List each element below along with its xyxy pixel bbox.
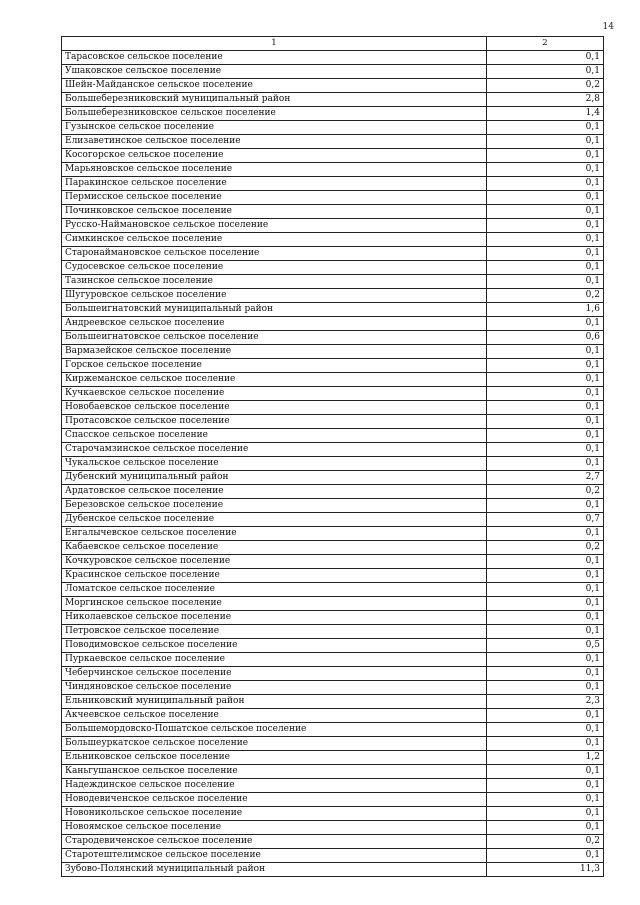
row-value-cell: 0,1 <box>487 779 604 793</box>
row-name-cell: Горское сельское поселение <box>62 359 487 373</box>
row-name-cell: Березовское сельское поселение <box>62 499 487 513</box>
row-value-cell: 0,1 <box>487 807 604 821</box>
row-value-cell: 0,1 <box>487 261 604 275</box>
table-row <box>62 849 604 863</box>
row-name-cell: Елизаветинское сельское поселение <box>62 135 487 149</box>
row-value-cell: 0,1 <box>487 765 604 779</box>
row-value-cell: 0,1 <box>487 149 604 163</box>
table-row <box>62 583 604 597</box>
row-value-cell: 0,6 <box>487 331 604 345</box>
row-name-cell: Протасовское сельское поселение <box>62 415 487 429</box>
row-name-cell: Большеигнатовский муниципальный район <box>62 303 487 317</box>
table-row <box>62 303 604 317</box>
row-name-cell: Починковское сельское поселение <box>62 205 487 219</box>
table-row <box>62 163 604 177</box>
table-row <box>62 135 604 149</box>
row-value-cell: 2,8 <box>487 93 604 107</box>
table-row <box>62 653 604 667</box>
row-name-cell: Шугуровское сельское поселение <box>62 289 487 303</box>
row-value-cell: 0,1 <box>487 457 604 471</box>
row-value-cell: 0,1 <box>487 317 604 331</box>
row-value-cell: 0,1 <box>487 373 604 387</box>
table-row <box>62 611 604 625</box>
table-row <box>62 681 604 695</box>
row-value-cell: 0,1 <box>487 415 604 429</box>
row-value-cell: 0,1 <box>487 163 604 177</box>
row-value-cell: 11,3 <box>487 863 604 877</box>
table-row <box>62 513 604 527</box>
row-name-cell: Зубово-Полянский муниципальный район <box>62 863 487 877</box>
table-row <box>62 821 604 835</box>
row-name-cell: Тазинское сельское поселение <box>62 275 487 289</box>
table-row <box>62 625 604 639</box>
row-name-cell: Надеждинское сельское поселение <box>62 779 487 793</box>
row-value-cell: 0,1 <box>487 597 604 611</box>
row-name-cell: Гузынское сельское поселение <box>62 121 487 135</box>
row-name-cell: Моргинское сельское поселение <box>62 597 487 611</box>
row-name-cell: Ардатовское сельское поселение <box>62 485 487 499</box>
row-value-cell: 0,2 <box>487 835 604 849</box>
row-name-cell: Пермисское сельское поселение <box>62 191 487 205</box>
row-value-cell: 0,1 <box>487 359 604 373</box>
row-value-cell: 0,1 <box>487 681 604 695</box>
row-value-cell: 0,1 <box>487 429 604 443</box>
row-name-cell: Пуркаевское сельское поселение <box>62 653 487 667</box>
row-name-cell: Кучкаевское сельское поселение <box>62 387 487 401</box>
row-name-cell: Киржеманское сельское поселение <box>62 373 487 387</box>
row-name-cell: Ельниковский муниципальный район <box>62 695 487 709</box>
row-value-cell: 1,6 <box>487 303 604 317</box>
row-value-cell: 0,1 <box>487 793 604 807</box>
row-value-cell: 1,4 <box>487 107 604 121</box>
row-name-cell: Новоямское сельское поселение <box>62 821 487 835</box>
row-value-cell: 0,1 <box>487 233 604 247</box>
row-name-cell: Паракинское сельское поселение <box>62 177 487 191</box>
row-value-cell: 0,1 <box>487 527 604 541</box>
table-row <box>62 233 604 247</box>
row-value-cell: 0,1 <box>487 611 604 625</box>
table-row <box>62 415 604 429</box>
row-name-cell: Спасское сельское поселение <box>62 429 487 443</box>
row-value-cell: 2,7 <box>487 471 604 485</box>
table-row <box>62 149 604 163</box>
row-value-cell: 0,1 <box>487 275 604 289</box>
row-name-cell: Красинское сельское поселение <box>62 569 487 583</box>
table-row <box>62 639 604 653</box>
table-row <box>62 709 604 723</box>
table-row <box>62 387 604 401</box>
row-name-cell: Ушаковское сельское поселение <box>62 65 487 79</box>
table-row <box>62 793 604 807</box>
table-row <box>62 737 604 751</box>
row-name-cell: Николаевское сельское поселение <box>62 611 487 625</box>
row-value-cell: 0,1 <box>487 65 604 79</box>
table-row <box>62 205 604 219</box>
table-row <box>62 835 604 849</box>
row-value-cell: 0,1 <box>487 555 604 569</box>
table-row <box>62 499 604 513</box>
row-name-cell: Старонаймановское сельское поселение <box>62 247 487 261</box>
table-row <box>62 569 604 583</box>
table-row <box>62 79 604 93</box>
table-row <box>62 289 604 303</box>
row-name-cell: Старотештелимское сельское поселение <box>62 849 487 863</box>
row-value-cell: 0,1 <box>487 387 604 401</box>
table-row <box>62 555 604 569</box>
row-name-cell: Тарасовское сельское поселение <box>62 51 487 65</box>
row-name-cell: Чеберчинское сельское поселение <box>62 667 487 681</box>
row-name-cell: Большемордовско-Пошатское сельское поселение <box>62 723 487 737</box>
row-name-cell: Кабаевское сельское поселение <box>62 541 487 555</box>
table-row <box>62 121 604 135</box>
row-name-cell: Каньгушанское сельское поселение <box>62 765 487 779</box>
row-value-cell: 0,1 <box>487 345 604 359</box>
page-number: 14 <box>602 22 614 32</box>
row-name-cell: Новоникольское сельское поселение <box>62 807 487 821</box>
row-value-cell: 0,1 <box>487 737 604 751</box>
table-row <box>62 471 604 485</box>
row-value-cell: 0,1 <box>487 625 604 639</box>
row-value-cell: 0,2 <box>487 485 604 499</box>
table-row <box>62 93 604 107</box>
row-name-cell: Большеберезниковский муниципальный район <box>62 93 487 107</box>
table-row <box>62 65 604 79</box>
row-name-cell: Симкинское сельское поселение <box>62 233 487 247</box>
table-row <box>62 177 604 191</box>
column-header-2: 2 <box>487 37 604 51</box>
table-row <box>62 779 604 793</box>
row-value-cell: 0,1 <box>487 121 604 135</box>
table-row <box>62 457 604 471</box>
row-value-cell: 0,1 <box>487 653 604 667</box>
row-value-cell: 0,1 <box>487 443 604 457</box>
row-value-cell: 0,7 <box>487 513 604 527</box>
table-row <box>62 275 604 289</box>
row-value-cell: 0,2 <box>487 79 604 93</box>
table-row <box>62 541 604 555</box>
table-row <box>62 695 604 709</box>
row-name-cell: Чиндяновское сельское поселение <box>62 681 487 695</box>
row-value-cell: 0,1 <box>487 849 604 863</box>
row-name-cell: Шейн-Майданское сельское поселение <box>62 79 487 93</box>
table-row <box>62 807 604 821</box>
table-row <box>62 51 604 65</box>
table-row <box>62 527 604 541</box>
row-name-cell: Вармазейское сельское поселение <box>62 345 487 359</box>
row-name-cell: Ельниковское сельское поселение <box>62 751 487 765</box>
row-name-cell: Марьяновское сельское поселение <box>62 163 487 177</box>
table-row <box>62 597 604 611</box>
row-value-cell: 0,1 <box>487 709 604 723</box>
table-row <box>62 765 604 779</box>
table-row <box>62 247 604 261</box>
row-value-cell: 0,1 <box>487 191 604 205</box>
row-value-cell: 0,1 <box>487 219 604 233</box>
row-name-cell: Кочкуровское сельское поселение <box>62 555 487 569</box>
row-value-cell: 1,2 <box>487 751 604 765</box>
row-name-cell: Старочамзинское сельское поселение <box>62 443 487 457</box>
table-row <box>62 107 604 121</box>
row-value-cell: 0,1 <box>487 821 604 835</box>
row-name-cell: Большеберезниковское сельское поселение <box>62 107 487 121</box>
table-row <box>62 359 604 373</box>
table-row <box>62 751 604 765</box>
row-value-cell: 0,1 <box>487 583 604 597</box>
table-row <box>62 485 604 499</box>
data-table <box>61 36 604 877</box>
row-value-cell: 0,1 <box>487 667 604 681</box>
table-row <box>62 317 604 331</box>
row-name-cell: Чукальское сельское поселение <box>62 457 487 471</box>
row-name-cell: Дубенское сельское поселение <box>62 513 487 527</box>
row-value-cell: 0,1 <box>487 569 604 583</box>
table-row <box>62 429 604 443</box>
row-name-cell: Ломатское сельское поселение <box>62 583 487 597</box>
table-row <box>62 191 604 205</box>
row-value-cell: 0,2 <box>487 541 604 555</box>
row-name-cell: Стародевиченское сельское поселение <box>62 835 487 849</box>
row-value-cell: 0,1 <box>487 401 604 415</box>
row-name-cell: Русско-Наймановское сельское поселение <box>62 219 487 233</box>
row-name-cell: Енгалычевское сельское поселение <box>62 527 487 541</box>
row-name-cell: Петровское сельское поселение <box>62 625 487 639</box>
table-header-row <box>62 37 604 51</box>
row-value-cell: 0,1 <box>487 135 604 149</box>
row-value-cell: 0,1 <box>487 177 604 191</box>
row-name-cell: Акчеевское сельское поселение <box>62 709 487 723</box>
table-row <box>62 863 604 877</box>
table-row <box>62 345 604 359</box>
table-row <box>62 331 604 345</box>
row-name-cell: Андреевское сельское поселение <box>62 317 487 331</box>
row-name-cell: Большеуркатское сельское поселение <box>62 737 487 751</box>
row-value-cell: 2,3 <box>487 695 604 709</box>
table-row <box>62 667 604 681</box>
row-name-cell: Поводимовское сельское поселение <box>62 639 487 653</box>
row-value-cell: 0,1 <box>487 51 604 65</box>
row-value-cell: 0,1 <box>487 205 604 219</box>
row-name-cell: Судосевское сельское поселение <box>62 261 487 275</box>
row-name-cell: Новобаевское сельское поселение <box>62 401 487 415</box>
table-row <box>62 219 604 233</box>
table-body <box>62 51 604 877</box>
row-value-cell: 0,1 <box>487 499 604 513</box>
row-value-cell: 0,1 <box>487 723 604 737</box>
table-row <box>62 261 604 275</box>
table-row <box>62 401 604 415</box>
table-row <box>62 373 604 387</box>
row-name-cell: Косогорское сельское поселение <box>62 149 487 163</box>
row-value-cell: 0,1 <box>487 247 604 261</box>
column-header-1: 1 <box>62 37 487 51</box>
row-name-cell: Дубенский муниципальный район <box>62 471 487 485</box>
table-row <box>62 723 604 737</box>
table-row <box>62 443 604 457</box>
row-name-cell: Большеигнатовское сельское поселение <box>62 331 487 345</box>
row-value-cell: 0,5 <box>487 639 604 653</box>
row-value-cell: 0,2 <box>487 289 604 303</box>
row-name-cell: Новодевиченское сельское поселение <box>62 793 487 807</box>
